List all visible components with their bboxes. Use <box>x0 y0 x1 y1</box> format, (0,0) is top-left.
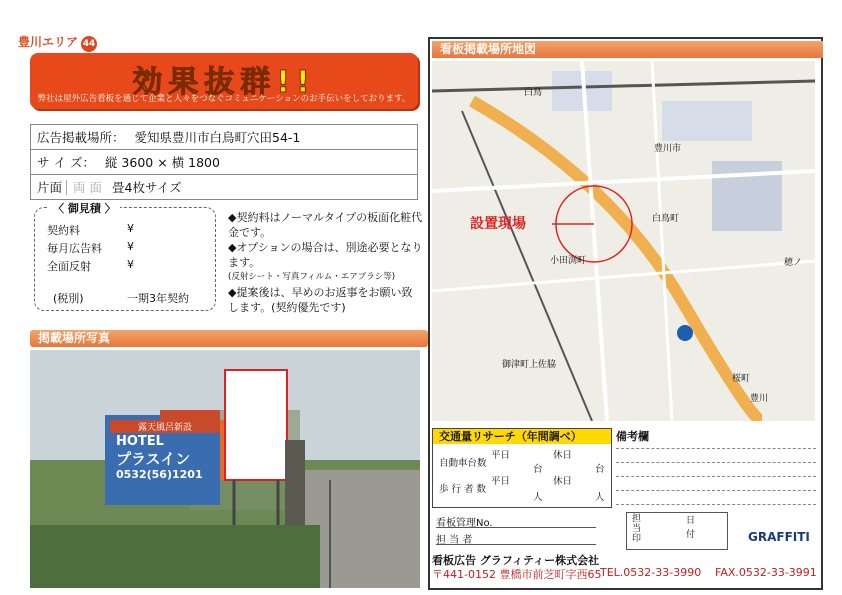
estimate-yen: ¥ <box>127 240 134 253</box>
map-place-label: 桜町 <box>732 374 751 384</box>
note-item: (反射シート・写真フィルム・エアブラシ等) <box>228 272 396 282</box>
site-map <box>432 61 815 421</box>
map-place-label: 白鳥町 <box>652 214 680 224</box>
map-site-label: 設置現場 <box>470 216 526 232</box>
info-row-size <box>31 150 418 175</box>
area-number-badge: 44 <box>81 36 97 52</box>
map-heading: 看板掲載場所地図 <box>432 41 823 58</box>
photo-top-sign: 露天風呂新設 <box>110 420 220 433</box>
stamp-box <box>626 512 728 550</box>
company-address: 〒441-0152 豊橋市前芝町字西65 <box>432 568 602 581</box>
traffic-person-unit: 人 <box>595 492 605 503</box>
estimate-row-label: 全面反射 <box>47 260 91 273</box>
estimate-title: 〈 御見積 〉 <box>49 200 120 216</box>
traffic-holiday-label: 休日 <box>553 476 573 487</box>
banner-subtitle: 弊社は屋外広告看板を通じて企業と人々をつなぐコミュニケーションのお手伝いをしております。 <box>37 94 411 104</box>
banner <box>30 53 418 109</box>
photo-hotel-name: プラスイン <box>116 450 191 468</box>
side-label: 片面 <box>37 180 63 195</box>
photo-hotel-phone: 0532(56)1201 <box>116 468 203 481</box>
estimate-yen: ¥ <box>127 258 134 271</box>
size-label: サ イ ズ： <box>37 155 95 170</box>
management-divider <box>436 527 596 528</box>
notes <box>228 210 423 315</box>
info-side-cell <box>31 175 418 200</box>
company-tel: TEL.0532-33-3990 <box>600 566 702 579</box>
estimate-row-label: 毎月広告料 <box>47 242 102 255</box>
traffic-walk-label: 歩 行 者 数 <box>439 484 487 495</box>
map-illustration <box>432 61 815 421</box>
estimate-box <box>34 202 216 311</box>
note-item: ◆提案後は、早めのお返事をお願い致します。(契約優先です) <box>228 286 413 314</box>
side-ghost: 両 面 <box>66 180 108 195</box>
traffic-person-unit: 人 <box>533 492 543 503</box>
info-row-side <box>31 175 418 200</box>
location-value: 愛知県豊川市白鳥町穴田54-1 <box>134 130 301 145</box>
side-value: 畳4枚サイズ <box>112 180 182 195</box>
traffic-car-label: 自動車台数 <box>439 458 487 469</box>
company-logo: GRAFFITI <box>748 530 810 544</box>
estimate-yen: ¥ <box>127 222 134 235</box>
remarks-line <box>616 448 816 449</box>
date-label: 日付 <box>686 516 696 540</box>
map-place-label: 豊川 <box>750 394 769 404</box>
stamp-label: 担当印 <box>632 514 642 544</box>
management-person-label: 担 当 者 <box>436 535 473 546</box>
company-name: 看板広告 グラフィティー株式会社 <box>432 554 600 567</box>
site-photo-illustration <box>30 350 420 588</box>
area-name: 豊川エリア <box>18 35 79 49</box>
map-place-label: 御津町上佐脇 <box>502 360 557 370</box>
traffic-car-unit: 台 <box>595 464 605 475</box>
remarks-line <box>616 476 816 477</box>
banner-title: 効果抜群!! <box>132 65 316 100</box>
info-table <box>30 124 418 200</box>
estimate-row-label: 契約料 <box>47 224 80 237</box>
estimate-tax: (税別) <box>53 292 84 305</box>
remarks-line <box>616 462 816 463</box>
info-size-cell <box>31 150 418 175</box>
remarks-line <box>616 490 816 491</box>
size-value: 縦 3600 × 横 1800 <box>104 155 220 170</box>
site-photo <box>30 350 420 588</box>
management-divider <box>436 544 596 545</box>
traffic-car-unit: 台 <box>533 464 543 475</box>
estimate-contract: 一期3年契約 <box>127 292 189 305</box>
company-fax: FAX.0532-33-3991 <box>715 566 817 579</box>
note-item: ◆オプションの場合は、別途必要となります。 <box>228 241 423 269</box>
management-no-label: 看板管理No. <box>436 518 493 529</box>
remarks-label: 備考欄 <box>616 430 649 443</box>
map-place-label: 白鳥 <box>524 88 543 98</box>
location-label: 広告掲載場所： <box>37 130 125 145</box>
traffic-weekday-label: 平日 <box>491 476 511 487</box>
traffic-title: 交通量リサーチ（年間調べ） <box>433 429 611 444</box>
map-place-label: 小田渕町 <box>550 256 587 266</box>
map-place-label: 穂ノ <box>784 258 803 268</box>
photo-hotel-label: HOTEL <box>116 434 164 449</box>
info-location-cell <box>31 125 418 150</box>
traffic-table <box>432 428 612 508</box>
photo-heading: 掲載場所写真 <box>30 330 428 347</box>
estimate-title-text: 御見積 <box>67 202 101 215</box>
remarks-line <box>616 504 816 505</box>
info-row-location <box>31 125 418 150</box>
note-item: ◆契約料はノーマルタイプの板面化粧代金です。 <box>228 211 423 239</box>
map-place-label: 豊川市 <box>654 144 682 154</box>
area-label <box>18 33 97 52</box>
traffic-weekday-label: 平日 <box>491 450 511 461</box>
traffic-holiday-label: 休日 <box>553 450 573 461</box>
